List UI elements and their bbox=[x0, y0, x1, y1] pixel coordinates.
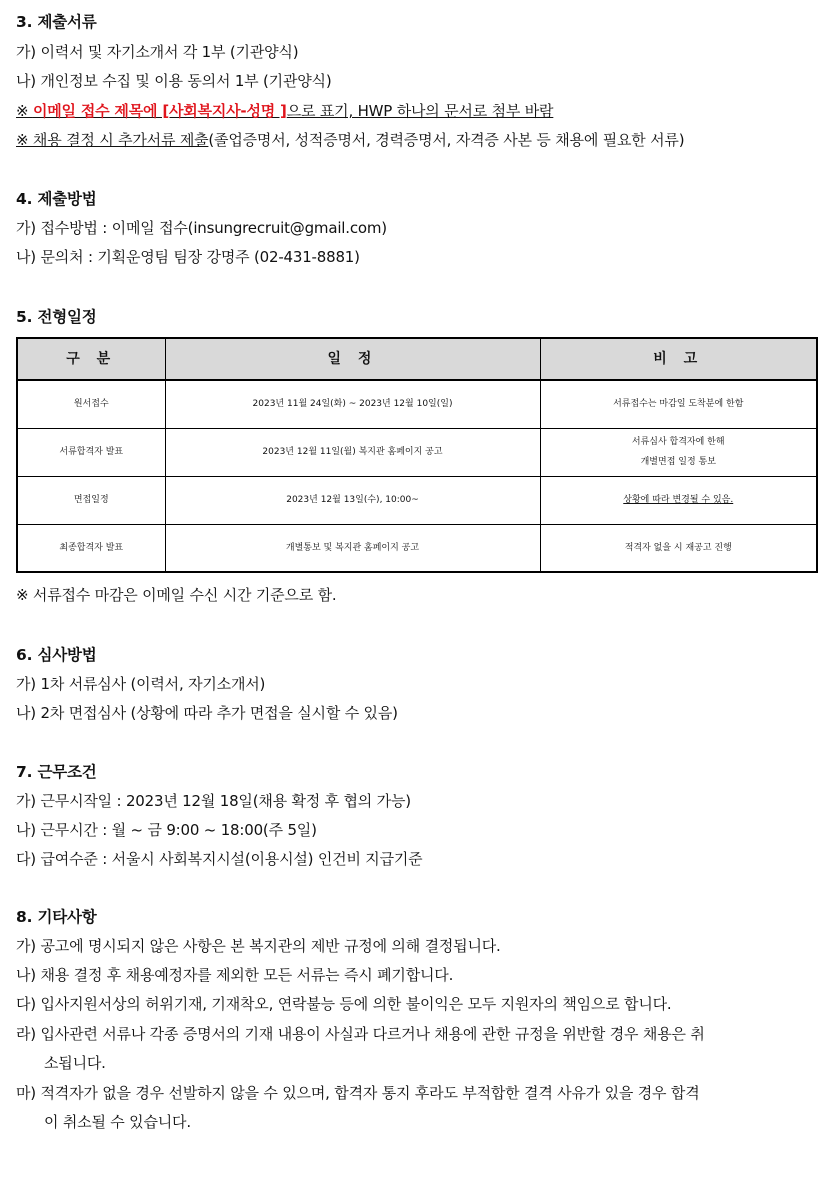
s3-item-1: 가) 이력서 및 자기소개서 각 1부 (기관양식) bbox=[16, 43, 299, 61]
s6-item-2: 나) 2차 면접심사 (상황에 따라 추가 면접을 실시할 수 있음) bbox=[16, 704, 398, 722]
row-4-category: 최종합격자 발표 bbox=[17, 524, 165, 572]
note-1-rest: 으로 표기, HWP 하나의 문서로 첨부 바람 bbox=[286, 102, 554, 120]
table-row bbox=[17, 476, 817, 524]
row-1-remarks: 서류접수는 마감일 도착분에 한함 bbox=[540, 380, 817, 428]
table-row bbox=[17, 380, 817, 428]
section-6-heading: 6. 심사방법 bbox=[16, 646, 97, 664]
table-row bbox=[17, 524, 817, 572]
s3-note-2 bbox=[16, 130, 684, 150]
s8-item-3: 다) 입사지원서상의 허위기재, 기재착오, 연락불능 등에 의한 불이익은 모두 지원자의 책임으로 합니다. bbox=[16, 995, 672, 1013]
s7-item-3: 다) 급여수준 : 서울시 사회복지시설(이용시설) 인건비 지급기준 bbox=[16, 850, 423, 868]
s3-note-1 bbox=[16, 101, 553, 121]
schedule-table bbox=[16, 337, 818, 573]
row-3-remarks: 상황에 따라 변경될 수 있음. bbox=[540, 476, 817, 524]
row-3-category: 면접일정 bbox=[17, 476, 165, 524]
email-subject-rule: 이메일 접수 제목에 [사회복지사-성명 ] bbox=[32, 102, 287, 120]
section-4-heading: 4. 제출방법 bbox=[16, 190, 97, 208]
s3-item-2: 나) 개인정보 수집 및 이용 동의서 1부 (기관양식) bbox=[16, 72, 332, 90]
row-1-schedule: 2023년 11월 24일(화) ~ 2023년 12월 10일(일) bbox=[165, 380, 540, 428]
table-header-row bbox=[17, 338, 817, 380]
section-3-heading: 3. 제출서류 bbox=[16, 13, 97, 31]
row-2-remarks-line-1: 서류심사 합격자에 한해 bbox=[631, 437, 725, 447]
row-3-schedule: 2023년 12월 13일(수), 10:00~ bbox=[165, 476, 540, 524]
row-2-schedule: 2023년 12월 11일(월) 복지관 홈페이지 공고 bbox=[165, 428, 540, 476]
row-2-category: 서류합격자 발표 bbox=[17, 428, 165, 476]
s5-note: ※ 서류접수 마감은 이메일 수신 시간 기준으로 함. bbox=[16, 586, 337, 604]
note-2-rest: (졸업증명서, 성적증명서, 경력증명서, 자격증 사본 등 채용에 필요한 서류) bbox=[208, 131, 685, 149]
section-7-heading: 7. 근무조건 bbox=[16, 763, 97, 781]
header-schedule: 일 정 bbox=[165, 338, 540, 380]
s7-item-1: 가) 근무시작일 : 2023년 12월 18일(채용 확정 후 협의 가능) bbox=[16, 792, 411, 810]
header-remarks: 비 고 bbox=[540, 338, 817, 380]
s8-item-2: 나) 채용 결정 후 채용예정자를 제외한 모든 서류는 즉시 폐기합니다. bbox=[16, 966, 454, 984]
s8-item-5: 마) 적격자가 없을 경우 선발하지 않을 수 있으며, 합격자 통지 후라도 부적합한 결격 사유가 있을 경우 합격 bbox=[16, 1084, 700, 1102]
section-8-heading: 8. 기타사항 bbox=[16, 908, 97, 926]
s8-item-1: 가) 공고에 명시되지 않은 사항은 본 복지관의 제반 규정에 의해 결정됩니다. bbox=[16, 937, 501, 955]
note-2-underlined: ※ 채용 결정 시 추가서류 제출 bbox=[16, 131, 209, 149]
s4-item-2: 나) 문의처 : 기획운영팀 팀장 강명주 (02-431-8881) bbox=[16, 248, 360, 266]
row-1-category: 원서접수 bbox=[17, 380, 165, 428]
s6-item-1: 가) 1차 서류심사 (이력서, 자기소개서) bbox=[16, 675, 266, 693]
note-mark: ※ bbox=[16, 102, 33, 120]
s7-item-2: 나) 근무시간 : 월 ~ 금 9:00 ~ 18:00(주 5일) bbox=[16, 821, 317, 839]
s8-item-5-cont: 이 취소될 수 있습니다. bbox=[44, 1113, 191, 1131]
row-2-remarks-line-2: 개별면접 일정 통보 bbox=[640, 457, 716, 467]
table-row bbox=[17, 428, 817, 476]
section-5-heading: 5. 전형일정 bbox=[16, 308, 97, 326]
s4-item-1: 가) 접수방법 : 이메일 접수(insungrecruit@gmail.com) bbox=[16, 219, 387, 237]
header-category: 구 분 bbox=[17, 338, 165, 380]
s8-item-4: 라) 입사관련 서류나 각종 증명서의 기재 내용이 사실과 다르거나 채용에 관한 규정을 위반할 경우 채용은 취 bbox=[16, 1025, 705, 1043]
row-4-schedule: 개별통보 및 복지관 홈페이지 공고 bbox=[165, 524, 540, 572]
s8-item-4-cont: 소됩니다. bbox=[44, 1054, 106, 1072]
row-4-remarks: 적격자 없을 시 재공고 진행 bbox=[540, 524, 817, 572]
row-2-remarks bbox=[540, 428, 817, 476]
